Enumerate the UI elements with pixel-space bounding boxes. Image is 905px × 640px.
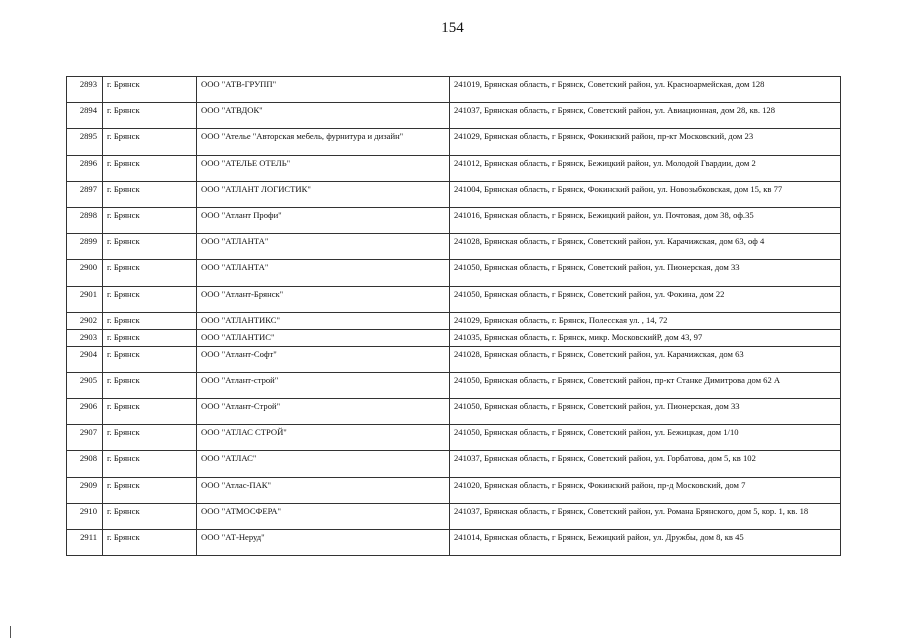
row-number: 2907: [67, 425, 103, 451]
table-row: [67, 155, 841, 181]
row-address: 241019, Брянская область, г Брянск, Советский район, ул. Красноармейская, дом 128: [450, 77, 841, 103]
row-organization: ООО "Ателье "Авторская мебель, фурнитура и дизайн": [197, 129, 450, 155]
table-row: [67, 312, 841, 329]
row-organization: ООО "АТВ-ГРУПП": [197, 77, 450, 103]
row-city: г. Брянск: [103, 346, 197, 372]
row-organization: ООО "АТ-Неруд": [197, 530, 450, 556]
row-address: 241014, Брянская область, г Брянск, Бежицкий район, ул. Дружбы, дом 8, кв 45: [450, 530, 841, 556]
row-number: 2904: [67, 346, 103, 372]
row-city: г. Брянск: [103, 103, 197, 129]
table-row: [67, 181, 841, 207]
row-organization: ООО "Атлант Профи": [197, 207, 450, 233]
row-number: 2906: [67, 399, 103, 425]
scan-edge-mark: [10, 626, 11, 638]
row-number: 2910: [67, 503, 103, 529]
row-address: 241037, Брянская область, г Брянск, Советский район, ул. Романа Брянского, дом 5, кор. 1, кв. 18: [450, 503, 841, 529]
row-address: 241029, Брянская область, г. Брянск, Полесская ул. , 14, 72: [450, 312, 841, 329]
row-number: 2902: [67, 312, 103, 329]
row-organization: ООО "АТЛАНТИКС": [197, 312, 450, 329]
row-city: г. Брянск: [103, 155, 197, 181]
table-row: [67, 425, 841, 451]
row-address: 241035, Брянская область, г. Брянск, микр. МосковскийР, дом 43, 97: [450, 329, 841, 346]
table-row: [67, 372, 841, 398]
row-organization: ООО "Атлант-Софт": [197, 346, 450, 372]
table-row: [67, 207, 841, 233]
row-address: 241004, Брянская область, г Брянск, Фокинский район, ул. Новозыбковская, дом 15, кв 77: [450, 181, 841, 207]
table-row: [67, 329, 841, 346]
row-number: 2895: [67, 129, 103, 155]
table-row: [67, 260, 841, 286]
row-city: г. Брянск: [103, 451, 197, 477]
registry-table: [66, 76, 841, 556]
row-number: 2898: [67, 207, 103, 233]
row-organization: ООО "Атлант-Строй": [197, 399, 450, 425]
row-number: 2908: [67, 451, 103, 477]
row-organization: ООО "АТЛАС СТРОЙ": [197, 425, 450, 451]
row-organization: ООО "АТЛАНТА": [197, 234, 450, 260]
row-address: 241020, Брянская область, г Брянск, Фокинский район, пр-д Московский, дом 7: [450, 477, 841, 503]
row-number: 2897: [67, 181, 103, 207]
row-organization: ООО "Атлант-строй": [197, 372, 450, 398]
table-row: [67, 286, 841, 312]
row-city: г. Брянск: [103, 312, 197, 329]
row-number: 2894: [67, 103, 103, 129]
row-number: 2903: [67, 329, 103, 346]
row-city: г. Брянск: [103, 286, 197, 312]
row-city: г. Брянск: [103, 503, 197, 529]
row-address: 241050, Брянская область, г Брянск, Советский район, ул. Пионерская, дом 33: [450, 399, 841, 425]
row-address: 241028, Брянская область, г Брянск, Советский район, ул. Карачижская, дом 63: [450, 346, 841, 372]
row-city: г. Брянск: [103, 425, 197, 451]
row-address: 241016, Брянская область, г Брянск, Бежицкий район, ул. Почтовая, дом 38, оф.35: [450, 207, 841, 233]
row-city: г. Брянск: [103, 181, 197, 207]
table-row: [67, 477, 841, 503]
row-city: г. Брянск: [103, 372, 197, 398]
table-row: [67, 77, 841, 103]
row-address: 241037, Брянская область, г Брянск, Советский район, ул. Горбатова, дом 5, кв 102: [450, 451, 841, 477]
row-city: г. Брянск: [103, 234, 197, 260]
row-city: г. Брянск: [103, 129, 197, 155]
row-number: 2896: [67, 155, 103, 181]
row-organization: ООО "АТВДОК": [197, 103, 450, 129]
table-row: [67, 530, 841, 556]
table-row: [67, 451, 841, 477]
row-city: г. Брянск: [103, 77, 197, 103]
table-row: [67, 503, 841, 529]
row-number: 2909: [67, 477, 103, 503]
row-organization: ООО "АТЕЛЬЕ ОТЕЛЬ": [197, 155, 450, 181]
row-number: 2899: [67, 234, 103, 260]
table-row: [67, 399, 841, 425]
row-address: 241050, Брянская область, г Брянск, Советский район, ул. Фокина, дом 22: [450, 286, 841, 312]
row-address: 241050, Брянская область, г Брянск, Советский район, ул. Пионерская, дом 33: [450, 260, 841, 286]
row-city: г. Брянск: [103, 399, 197, 425]
table-row: [67, 234, 841, 260]
row-city: г. Брянск: [103, 530, 197, 556]
table-row: [67, 346, 841, 372]
row-address: 241029, Брянская область, г Брянск, Фокинский район, пр-кт Московский, дом 23: [450, 129, 841, 155]
registry-table-body: [67, 77, 841, 556]
row-organization: ООО "АТЛАНТ ЛОГИСТИК": [197, 181, 450, 207]
row-number: 2893: [67, 77, 103, 103]
row-city: г. Брянск: [103, 260, 197, 286]
row-organization: ООО "АТМОСФЕРА": [197, 503, 450, 529]
row-address: 241050, Брянская область, г Брянск, Советский район, ул. Бежицкая, дом 1/10: [450, 425, 841, 451]
row-city: г. Брянск: [103, 207, 197, 233]
row-number: 2905: [67, 372, 103, 398]
page-number: 154: [441, 20, 464, 36]
row-number: 2901: [67, 286, 103, 312]
row-address: 241050, Брянская область, г Брянск, Советский район, пр-кт Станке Димитрова дом 62 А: [450, 372, 841, 398]
table-row: [67, 103, 841, 129]
row-number: 2911: [67, 530, 103, 556]
row-organization: ООО "АТЛАНТИС": [197, 329, 450, 346]
row-number: 2900: [67, 260, 103, 286]
row-address: 241028, Брянская область, г Брянск, Советский район, ул. Карачижская, дом 63, оф 4: [450, 234, 841, 260]
row-address: 241037, Брянская область, г Брянск, Советский район, ул. Авиационная, дом 28, кв. 128: [450, 103, 841, 129]
row-city: г. Брянск: [103, 477, 197, 503]
row-address: 241012, Брянская область, г Брянск, Бежицкий район, ул. Молодой Гвардии, дом 2: [450, 155, 841, 181]
row-organization: ООО "АТЛАС": [197, 451, 450, 477]
row-organization: ООО "Атлас-ПАК": [197, 477, 450, 503]
row-organization: ООО "АТЛАНТА": [197, 260, 450, 286]
row-city: г. Брянск: [103, 329, 197, 346]
table-row: [67, 129, 841, 155]
row-organization: ООО "Атлант-Брянск": [197, 286, 450, 312]
